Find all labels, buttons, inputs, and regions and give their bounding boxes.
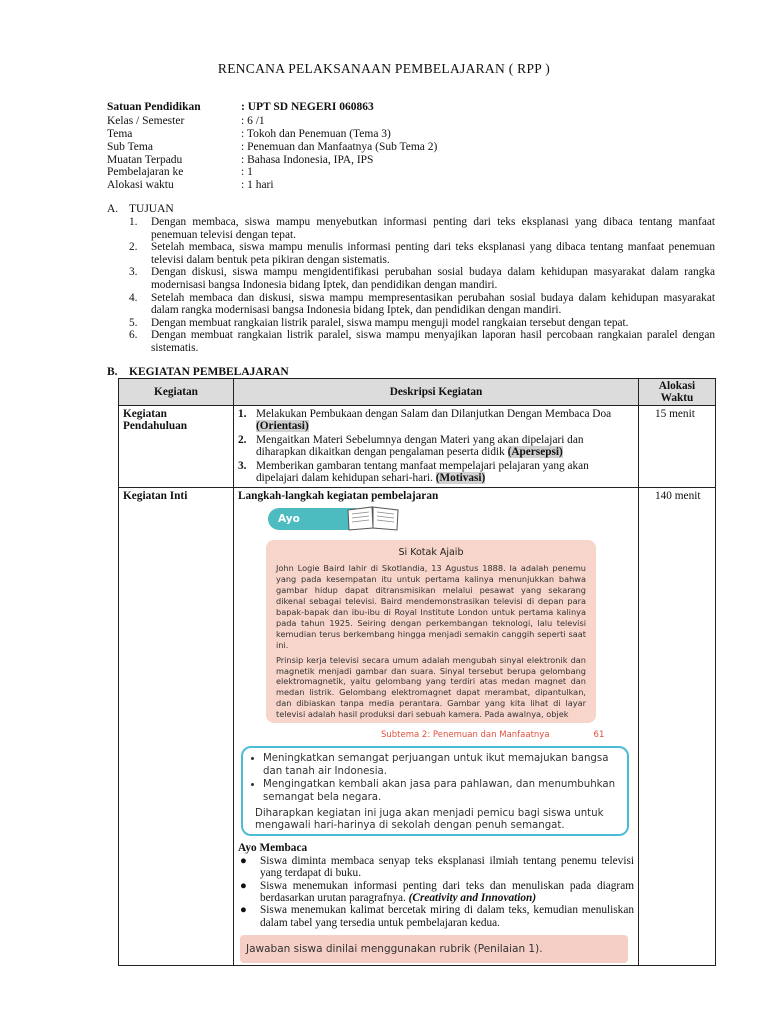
subtema-label: Subtema 2: Penemuan dan Manfaatnya xyxy=(381,730,550,741)
identity-key: Alokasi waktu xyxy=(107,179,174,191)
ayo-membaca-item xyxy=(238,880,634,905)
pendahuluan-tag: (Apersepsi) xyxy=(507,446,563,459)
ayo-membaca-title: Ayo Membaca xyxy=(238,842,308,855)
desc-inti xyxy=(234,488,639,966)
row-inti xyxy=(119,488,716,966)
row-pendahuluan xyxy=(119,406,716,488)
tujuan-number: 4. xyxy=(129,291,138,304)
character-bullet: • Meningkatkan semangat perjuangan untuk ikut memajukan bangsa dan tanah air Indonesia. xyxy=(263,753,619,778)
character-bullets xyxy=(251,753,619,804)
identity-value: : UPT SD NEGERI 060863 xyxy=(241,101,374,113)
tujuan-text: Dengan membaca, siswa mampu menyebutkan informasi penting dari teks eksplanasi yang dibaca tentang manfaat penemuan televisi dengan tepat. xyxy=(151,216,715,241)
story-paragraph-1: John Logie Baird lahir di Skotlandia, 13 Agustus 1888. Ia adalah penemu yang pada kesempatan itu untuk pertama kalinya menunjukkan bahwa gambar hidup dapat ditransmisikan melalui pesawat yang sekarang dikenal sebagai televisi. Baird mendemonstrasikan televisi di depan para bapak-bapak dan ibu-ibu di Royal Institute London untuk pertama kalinya pada tahun 1925. Seiring dengan perkembangan teknologi, lalu televisi kemudian terus berkembang hingga menjadi semakin canggih seperti saat ini. xyxy=(276,563,586,650)
tujuan-item xyxy=(107,329,715,354)
tujuan-item xyxy=(107,317,715,330)
pendahuluan-tag: (Motivasi) xyxy=(435,472,486,485)
ayo-membaca-item xyxy=(238,904,634,929)
tujuan-text: Dengan membuat rangkaian listrik paralel, siswa mampu menyajikan laporan hasil percobaan rangkaian paralel dengan sistematis. xyxy=(151,329,715,354)
tujuan-text: Setelah membaca, siswa mampu menulis informasi penting dari teks eksplanasi yang dibaca tentang manfaat penemuan televisi dalam bentuk peta pikiran dengan sistematis. xyxy=(151,241,715,266)
desc-pendahuluan xyxy=(234,406,639,488)
ayo-membaca-text: Siswa diminta membaca senyap teks eksplanasi ilmiah tentang penemu televisi yang terdapat di buku. xyxy=(260,854,634,880)
character-box xyxy=(241,746,629,836)
tujuan-item xyxy=(107,292,715,317)
identity-value: : 6 /1 xyxy=(241,115,265,127)
tujuan-item xyxy=(107,266,715,291)
story-paragraph-2: Prinsip kerja televisi secara umum adalah mengubah sinyal elektronik dan magnetik menjadi gambar dan suara. Sinyal tersebut berupa gelombang elektromagnetik, yaitu gelombang yang terdiri atas medan magnet dan medan listrik. Gelombang elektromagnet dapat merambat, dipantulkan, dan dibiaskan tanpa media perantara. Gambar yang kita lihat di layar televisi adalah hasil produksi dari sebuah kamera. Pada awalnya, objek xyxy=(276,654,586,720)
bullet-dot-icon: ● xyxy=(240,854,247,867)
time-inti: 140 menit xyxy=(639,488,716,966)
character-bullet: • Mengingatkan kembali akan jasa para pahlawan, dan menumbuhkan semangat bela negara. xyxy=(263,779,619,804)
tujuan-list xyxy=(107,216,715,355)
table-header-row xyxy=(119,379,716,406)
pendahuluan-number: 2. xyxy=(238,433,247,446)
ayo-membaca-badge: Ayo xyxy=(268,508,356,530)
ayo-membaca-list xyxy=(238,855,634,929)
pendahuluan-text: Melakukan Pembukaan dengan Salam dan Dilanjutkan Dengan Membaca Doa xyxy=(256,408,612,420)
header-deskripsi: Deskripsi Kegiatan xyxy=(234,379,639,406)
pendahuluan-list xyxy=(238,408,634,484)
tujuan-number: 3. xyxy=(129,266,138,279)
ayo-membaca-text: Siswa menemukan informasi penting dari teks dan menuliskan pada diagram berdasarkan urutan paragrafnya. xyxy=(260,879,634,905)
pendahuluan-item xyxy=(238,460,634,485)
identity-value: : Tokoh dan Penemuan (Tema 3) xyxy=(241,128,391,140)
identity-value: : Bahasa Indonesia, IPA, IPS xyxy=(241,154,374,166)
pendahuluan-item xyxy=(238,434,634,459)
pendahuluan-tag: (Orientasi) xyxy=(256,420,309,433)
rubrik-note: Jawaban siswa dinilai menggunakan rubrik (Penilaian 1). xyxy=(240,935,628,963)
tujuan-number: 2. xyxy=(129,241,138,254)
pendahuluan-number: 1. xyxy=(238,408,247,420)
header-kegiatan: Kegiatan xyxy=(119,379,234,406)
identity-value: : 1 hari xyxy=(241,179,274,191)
identity-key: Pembelajaran ke xyxy=(107,166,184,178)
label-pendahuluan: Kegiatan Pendahuluan xyxy=(119,406,234,488)
identity-key: Muatan Terpadu xyxy=(107,154,183,166)
time-pendahuluan: 15 menit xyxy=(639,406,716,488)
header-alokasi: Alokasi Waktu xyxy=(639,379,716,406)
character-note: Diharapkan kegiatan ini juga akan menjadi pemicu bagi siswa untuk mengawali hari-harinya di sekolah dengan penuh semangat. xyxy=(255,808,604,832)
bullet-dot-icon: ● xyxy=(240,904,247,917)
tujuan-number: 5. xyxy=(129,316,138,329)
section-b-heading: B. KEGIATAN PEMBELAJARAN xyxy=(107,366,289,378)
section-a-heading: A. TUJUAN xyxy=(107,203,174,215)
identity-key: Sub Tema xyxy=(107,141,153,153)
tujuan-text: Setelah membaca dan diskusi, siswa mampu mempresentasikan perubahan sosial budaya dalam kehidupan masyarakat dalam rangka modernisasi bangsa Indonesia bidang Iptek, dan pendidikan dengan mandiri. xyxy=(151,291,715,317)
pendahuluan-item xyxy=(238,408,634,433)
pendahuluan-text: Mengaitkan Materi Sebelumnya dengan Materi yang akan dipelajari dan diharapkan dikaitkan dengan pengalaman peserta didik xyxy=(256,433,584,459)
tujuan-text: Dengan membuat rangkaian listrik paralel, siswa mampu menguji model rangkaian tersebut dengan tepat. xyxy=(151,316,629,329)
identity-key: Kelas / Semester xyxy=(107,115,185,127)
identity-key: Tema xyxy=(107,128,133,140)
tujuan-item xyxy=(107,216,715,241)
label-inti: Kegiatan Inti xyxy=(119,488,234,966)
bullet-dot-icon: ● xyxy=(240,879,247,892)
identity-key: Satuan Pendidikan xyxy=(107,101,201,113)
textbook-excerpt-image xyxy=(241,508,631,838)
pendahuluan-number: 3. xyxy=(238,459,247,472)
story-title: Si Kotak Ajaib xyxy=(398,547,464,559)
document-title: RENCANA PELAKSANAAN PEMBELAJARAN ( RPP ) xyxy=(217,61,551,76)
tujuan-item xyxy=(107,241,715,266)
pendahuluan-text: Memberikan gambaran tentang manfaat mempelajari pelajaran yang akan dipelajari dalam kehidupan sehari-hari. xyxy=(256,459,589,485)
tujuan-number: 6. xyxy=(129,329,138,342)
tujuan-number: 1. xyxy=(129,216,138,228)
open-book-icon xyxy=(344,504,402,532)
kegiatan-table xyxy=(118,378,716,966)
book-footer xyxy=(381,730,604,740)
story-box xyxy=(266,540,596,723)
tujuan-text: Dengan diskusi, siswa mampu mengidentifikasi perubahan sosial budaya dalam kehidupan masyarakat dalam rangka modernisasi bangsa Indonesia bidang Iptek, dan pendidikan dengan mandiri. xyxy=(151,266,715,291)
inti-heading: Langkah-langkah kegiatan pembelajaran xyxy=(238,490,439,503)
page-number: 61 xyxy=(593,730,605,741)
ayo-membaca-text: Siswa menemukan kalimat bercetak miring di dalam teks, kemudian menuliskan dalam tabel yang tersedia untuk pembelajaran kedua. xyxy=(260,904,634,929)
identity-value: : 1 xyxy=(241,166,253,178)
ayo-membaca-emphasis: (Creativity and Innovation) xyxy=(408,892,537,905)
identity-value: : Penemuan dan Manfaatnya (Sub Tema 2) xyxy=(241,141,438,153)
ayo-membaca-item xyxy=(238,855,634,880)
